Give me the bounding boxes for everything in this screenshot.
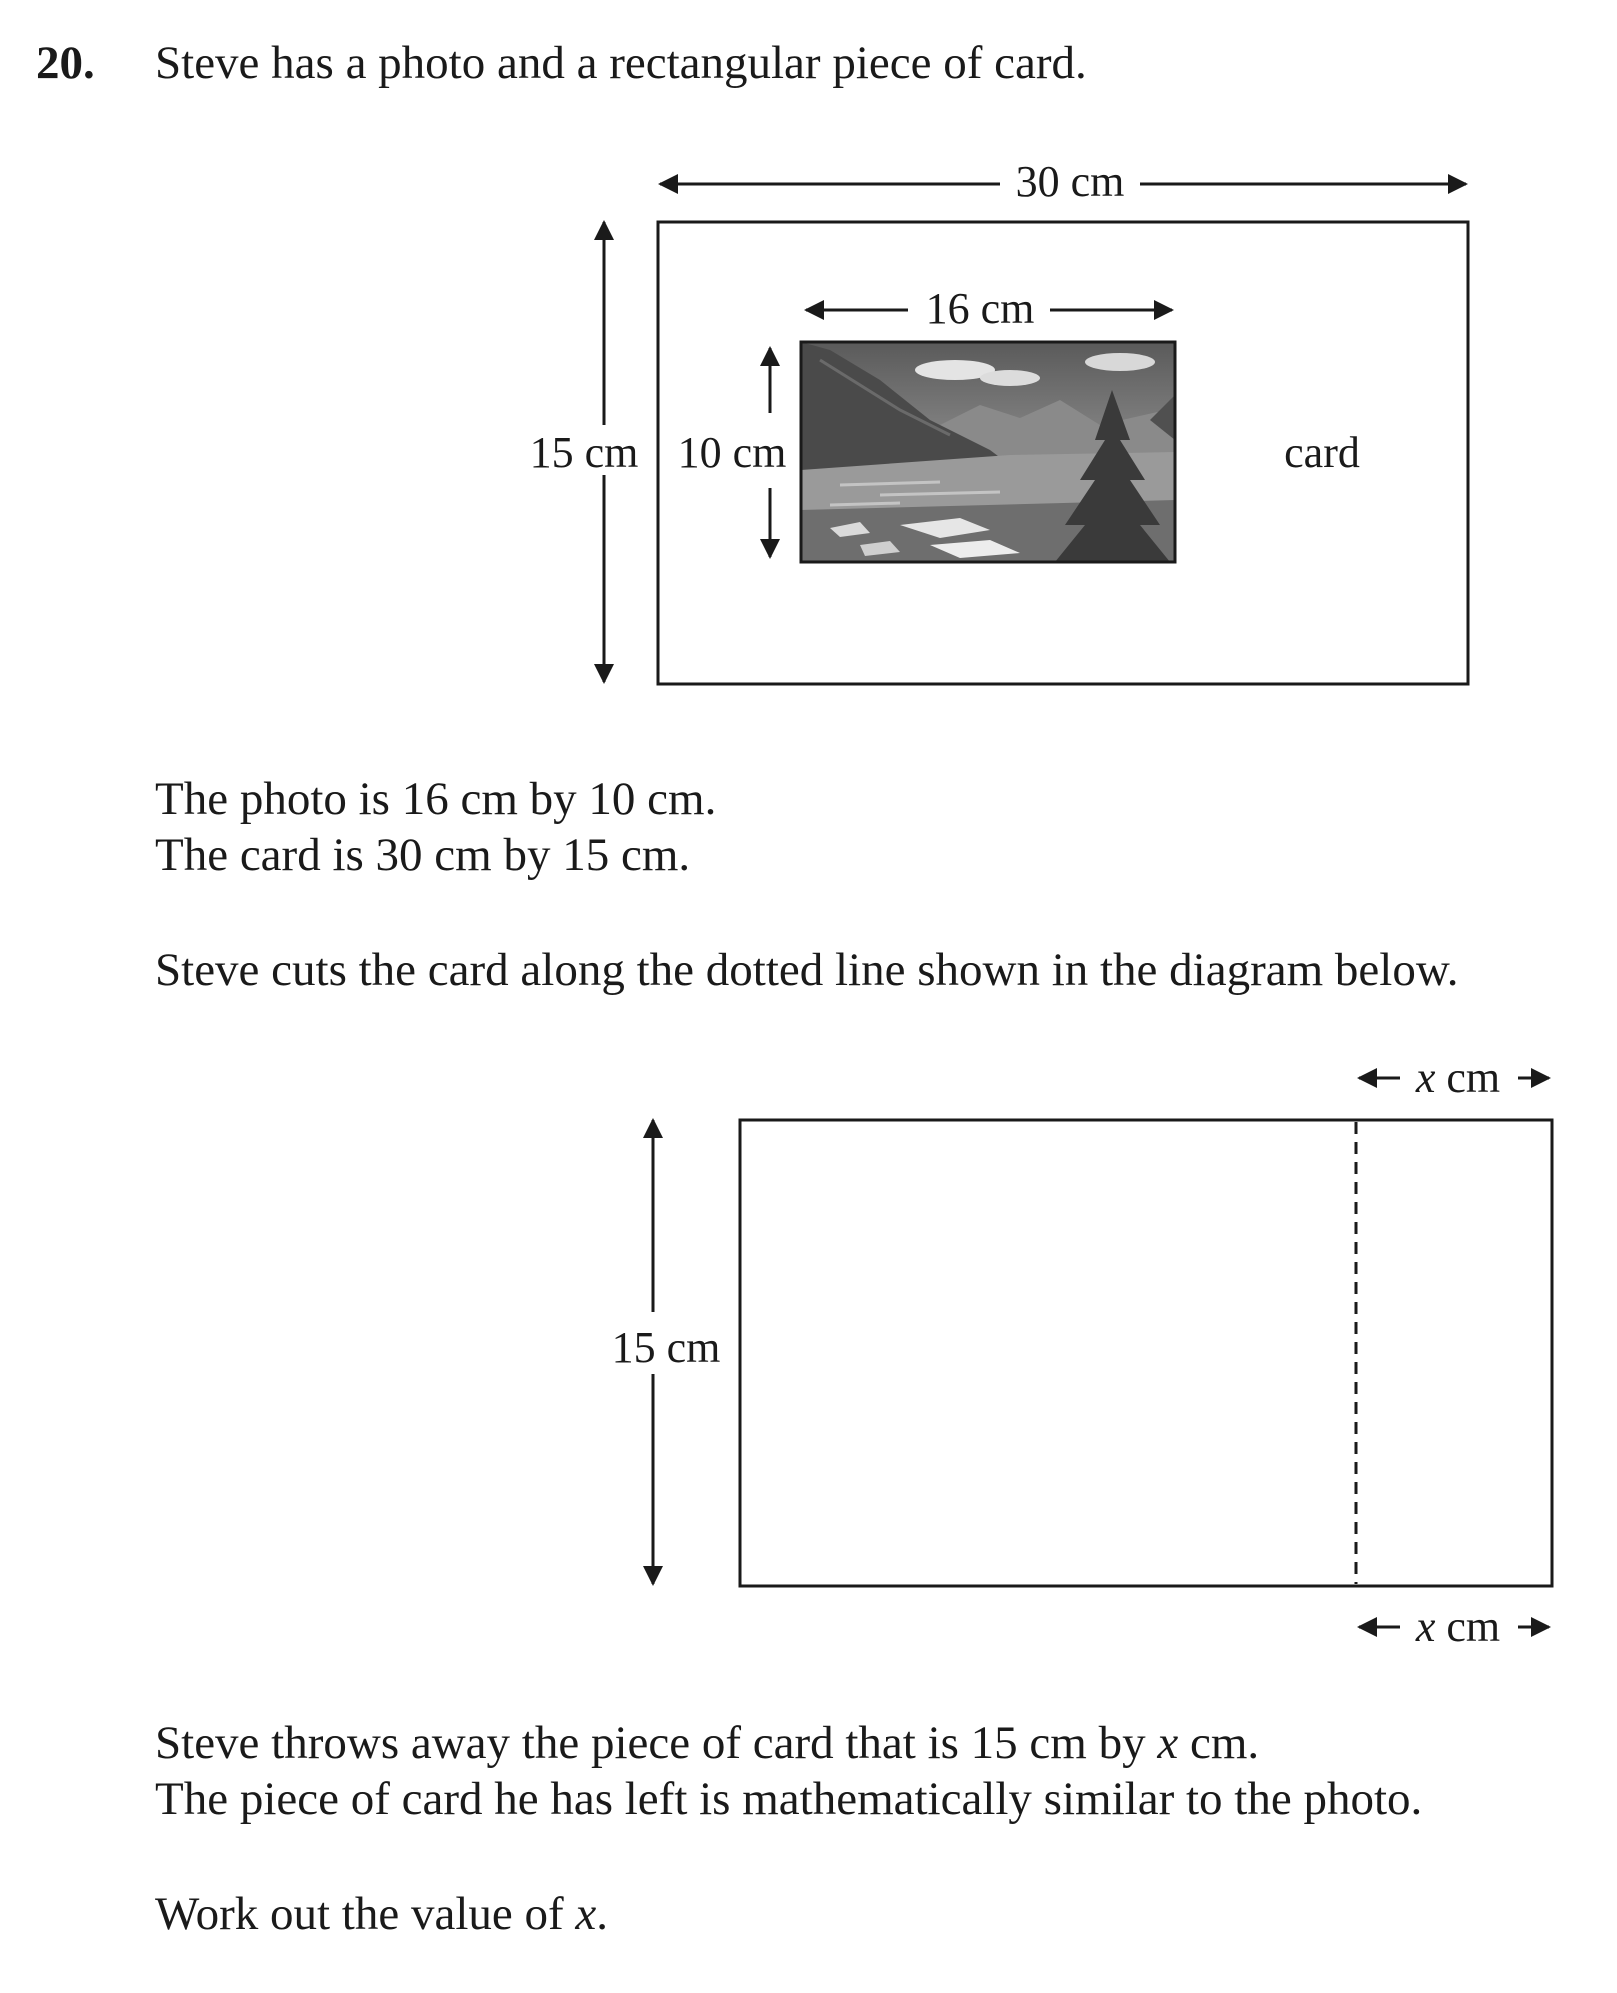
task-statement <box>155 1888 609 1940</box>
cut-instruction: Steve cuts the card along the dotted line shown in the diagram below. <box>155 944 1459 996</box>
x-label-top-unit: cm <box>1435 1053 1501 1102</box>
x-label-bottom-var: x <box>1415 1602 1436 1651</box>
question-number: 20. <box>36 37 95 89</box>
cut-card-height-label: 15 cm <box>611 1323 721 1372</box>
card-height-label: 15 cm <box>529 428 639 477</box>
task-suffix: . <box>596 1888 609 1940</box>
photo-size-statement: The photo is 16 cm by 10 cm. <box>155 773 717 825</box>
question-intro: Steve has a photo and a rectangular piece of card. <box>155 37 1087 89</box>
x-label-bottom-unit: cm <box>1435 1602 1501 1651</box>
x-label-top <box>1415 1053 1500 1102</box>
x-label-top-var: x <box>1415 1053 1436 1102</box>
throw-away-var: x <box>1157 1717 1179 1769</box>
card-width-label: 30 cm <box>1015 157 1125 206</box>
diagram-2 <box>612 1053 1552 1651</box>
task-prefix: Work out the value of <box>155 1888 576 1940</box>
card-size-statement: The card is 30 cm by 15 cm. <box>155 829 691 881</box>
diagram-1 <box>530 157 1468 684</box>
landscape-photo <box>801 342 1175 562</box>
throw-away-statement <box>155 1717 1260 1769</box>
x-label-bottom <box>1415 1602 1500 1651</box>
task-var: x <box>575 1888 597 1940</box>
similarity-statement: The piece of card he has left is mathematically similar to the photo. <box>155 1773 1423 1825</box>
throw-away-suffix: cm. <box>1178 1717 1260 1769</box>
photo-height-label: 10 cm <box>677 428 787 477</box>
throw-away-prefix: Steve throws away the piece of card that is 15 cm by <box>155 1717 1158 1769</box>
photo-width-label: 16 cm <box>925 284 1035 333</box>
card-label: card <box>1284 428 1360 477</box>
cut-card-rectangle <box>740 1120 1552 1586</box>
